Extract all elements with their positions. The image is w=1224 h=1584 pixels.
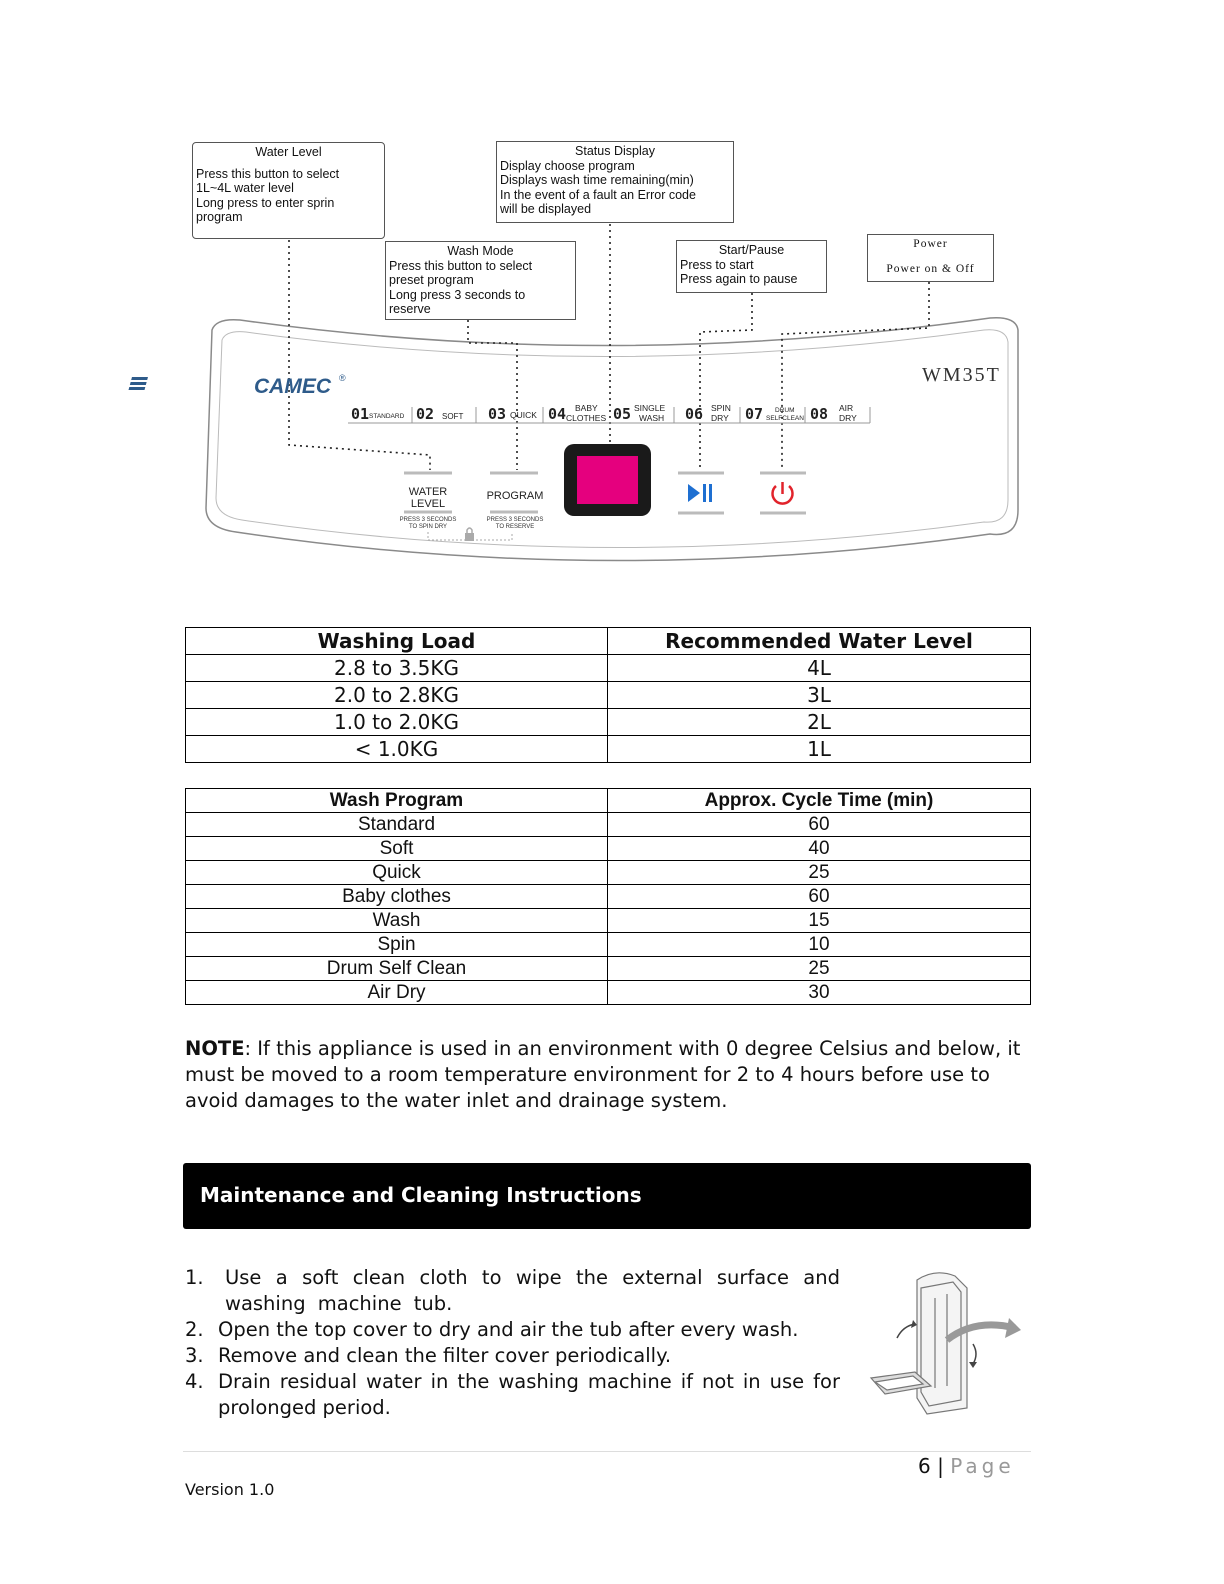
control-panel-diagram xyxy=(0,0,1224,600)
table-header: Washing Load xyxy=(186,628,608,655)
svg-text:DRUM: DRUM xyxy=(775,407,795,414)
program-num: 04 xyxy=(548,405,567,423)
table-header: Approx. Cycle Time (min) xyxy=(608,789,1031,813)
table-header: Wash Program xyxy=(186,789,608,813)
svg-text:SINGLE: SINGLE xyxy=(634,403,666,413)
program-num: 07 xyxy=(745,405,764,423)
table-row: Air Dry 30 xyxy=(186,981,1031,1005)
registered-mark: ® xyxy=(339,373,346,383)
cycle-time-table xyxy=(185,788,1031,1005)
start-pause-button[interactable] xyxy=(678,473,724,513)
program-num: 02 xyxy=(416,405,435,423)
table-header-row xyxy=(186,789,1031,813)
list-item: 2. Open the top cover to dry and air the tub after every wash. xyxy=(185,1318,799,1341)
brand-name: CAMEC xyxy=(254,375,331,398)
table-header: Recommended Water Level xyxy=(608,628,1031,655)
note-text: : If this appliance is used in an environment with 0 degree Celsius and below, it must be moved to a room temperature environment for 2 to 4 hours before use to avoid damages to the water inlet and drainage system. xyxy=(185,1037,1021,1112)
page-number: 6 | Page xyxy=(918,1454,1015,1478)
table-row: Spin 10 xyxy=(186,933,1031,957)
brand-logo xyxy=(128,373,346,398)
svg-text:PRESS 3 SECONDS: PRESS 3 SECONDS xyxy=(486,517,544,523)
svg-text:DRY: DRY xyxy=(711,413,729,423)
callout-start-pause: Start/Pause Press to start Press again to pause xyxy=(676,240,827,293)
maintenance-steps xyxy=(185,1265,840,1421)
table-row: 2.8 to 3.5KG 4L xyxy=(186,655,1031,682)
program-strip xyxy=(348,403,870,423)
svg-text:PRESS 3 SECONDS: PRESS 3 SECONDS xyxy=(399,517,457,523)
callout-status-display: Status Display Display choose program Displays wash time remaining(min) In the event of a fault an Error code will be displayed xyxy=(496,141,734,223)
svg-text:SELFCLEAN: SELFCLEAN xyxy=(766,415,804,422)
table-row: Baby clothes 60 xyxy=(186,885,1031,909)
callout-wash-mode: Wash Mode Press this button to select preset program Long press 3 seconds to reserve xyxy=(385,241,576,320)
svg-text:TO RESERVE: TO RESERVE xyxy=(495,524,535,530)
power-button[interactable] xyxy=(760,473,806,513)
svg-text:WASH: WASH xyxy=(639,413,665,423)
play-pause-icon xyxy=(688,484,700,502)
program-label: STANDARD xyxy=(369,413,405,420)
program-num: 06 xyxy=(685,405,704,423)
panel-outline xyxy=(206,318,1018,561)
version-label: Version 1.0 xyxy=(185,1480,275,1499)
table-header-row xyxy=(186,628,1031,655)
program-num: 03 xyxy=(488,405,507,423)
note-label: NOTE xyxy=(185,1037,245,1060)
svg-text:CLOTHES: CLOTHES xyxy=(566,413,607,423)
list-item: 4. Drain residual water in the washing machine if not in use for prolonged period. xyxy=(185,1370,840,1419)
program-button-label: PROGRAM xyxy=(486,490,544,502)
water-level-label: WATER xyxy=(408,486,448,498)
program-button[interactable] xyxy=(487,473,544,530)
water-level-table xyxy=(185,627,1031,763)
table-row: Drum Self Clean 25 xyxy=(186,957,1031,981)
filter-cover-illustration xyxy=(855,1268,1025,1418)
list-item: 3. Remove and clean the filter cover periodically. xyxy=(185,1344,672,1367)
table-row: Wash 15 xyxy=(186,909,1031,933)
program-num: 08 xyxy=(810,405,829,423)
table-row: < 1.0KG 1L xyxy=(186,736,1031,763)
svg-text:TO SPIN DRY: TO SPIN DRY xyxy=(408,524,448,530)
model-number: WM35T xyxy=(922,364,1001,386)
svg-text:SPIN: SPIN xyxy=(711,403,731,413)
footer-divider xyxy=(183,1451,1031,1452)
program-label: QUICK xyxy=(510,410,537,420)
program-num: 05 xyxy=(613,405,632,423)
section-heading: Maintenance and Cleaning Instructions xyxy=(183,1163,1031,1229)
table-row: Soft 40 xyxy=(186,837,1031,861)
svg-text:DRY: DRY xyxy=(839,413,857,423)
svg-text:BABY: BABY xyxy=(575,403,598,413)
power-icon xyxy=(773,482,793,504)
callout-power: Power Power on & Off xyxy=(867,234,994,282)
note-paragraph xyxy=(185,1036,1030,1114)
table-row: Quick 25 xyxy=(186,861,1031,885)
callout-water-level: Water Level Press this button to select 1L~4L water level Long press to enter sprin program xyxy=(192,142,385,239)
status-display xyxy=(564,444,651,516)
program-label: SOFT xyxy=(442,412,464,421)
table-row: 1.0 to 2.0KG 2L xyxy=(186,709,1031,736)
svg-text:LEVEL: LEVEL xyxy=(410,498,446,510)
table-row: 2.0 to 2.8KG 3L xyxy=(186,682,1031,709)
list-item: 1. Use a soft clean cloth to wipe the external surface and washing machine tub. xyxy=(185,1266,840,1315)
table-row: Standard 60 xyxy=(186,813,1031,837)
svg-text:AIR: AIR xyxy=(839,403,854,413)
program-num: 01 xyxy=(351,405,370,423)
water-level-button[interactable] xyxy=(400,473,457,530)
